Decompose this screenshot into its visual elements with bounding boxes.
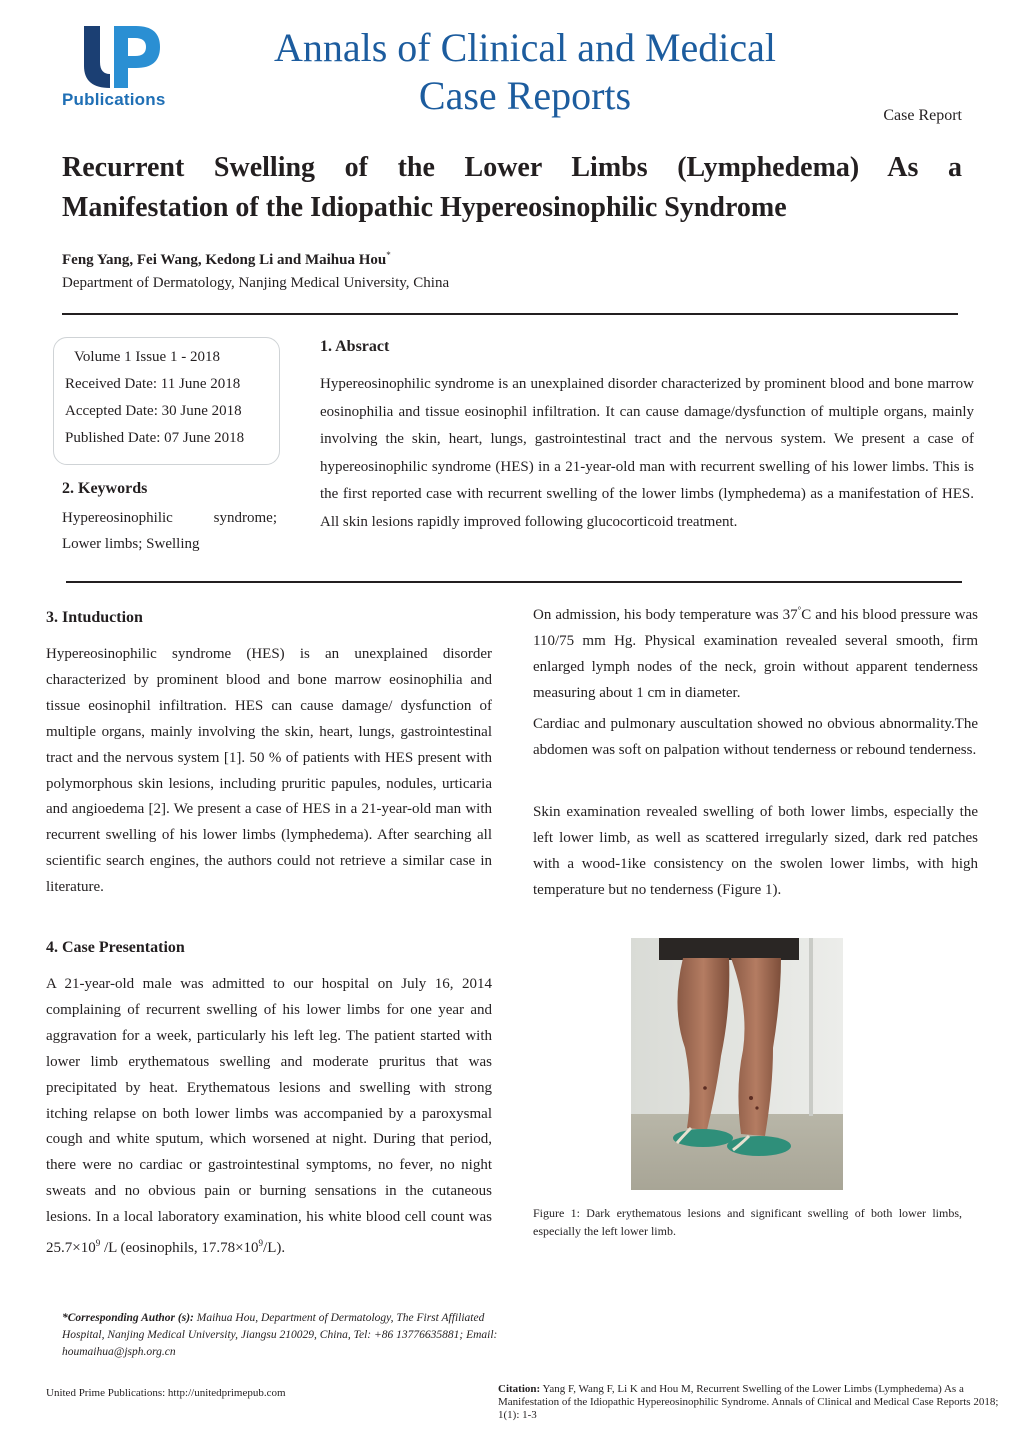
up-logo-icon (62, 22, 192, 92)
author-list: Feng Yang, Fei Wang, Kedong Li and Maihua Hou* (62, 250, 391, 268)
divider-abstract (66, 581, 962, 583)
case-heading: 4. Case Presentation (46, 939, 185, 956)
accepted-date: Accepted Date: 30 June 2018 (65, 403, 242, 419)
divider-top (62, 313, 958, 315)
volume-info: Volume 1 Issue 1 - 2018 (74, 349, 220, 365)
introduction-text: Hypereosinophilic syndrome (HES) is an unexplained disorder characterized by prominent blood and bone marrow eosinophilia and tissue eosinophil infiltration. HES can cause damage/ dysfunction of multiple organs, mainly involving the skin, heart, lungs, gastrointestinal tract and the nervous system [1]. 50 % of patients with HES present with polymorphous skin lesions, including pruritic papules, nodules, urticaria and angioedema [2]. We present a case of HES in a 21-year-old man with recurrent swelling of his lower limbs (lymphedema). After searching all scientific search engines, the authors could not retrieve a similar case in literature. (46, 646, 492, 896)
skin-exam-paragraph: Skin examination revealed swelling of both lower limbs, especially the left lower limb, as well as scattered irregularly sized, dark red patches with a wood-1ike consistency on the swolen lower limbs, with high temperature but no tenderness (Figure 1). (533, 804, 978, 898)
keywords-heading: 2. Keywords (62, 480, 148, 497)
abstract-text: Hypereosinophilic syndrome is an unexplained disorder characterized by prominent blood and bone marrow eosinophilia and tissue eosinophil infiltration. It can cause damage/dysfunction of multiple organs, mainly involving the skin, heart, lungs, gastrointestinal tract and the nervous system. We present a case of hypereosinophilic syndrome (HES) in a 21-year-old man with recurrent swelling of his lower limbs. This is the first reported case with recurrent swelling of the lower limbs (lymphedema) as a manifestation of HES. All skin lesions rapidly improved following glucocorticoid treatment. (320, 376, 974, 530)
admission-paragraph: On admission, his body temperature was 37°C and his blood pressure was 110/75 mm Hg. Physical examination revealed several smooth, firm enlarged lymph nodes of the neck, groin without apparent tenderness measuring about 1 cm in diameter. (533, 605, 978, 701)
received-date: Received Date: 11 June 2018 (65, 376, 241, 392)
article-type: Case Report (883, 107, 962, 124)
introduction-heading: 3. Intuduction (46, 609, 143, 626)
article-title: Recurrent Swelling of the Lower Limbs (Lymphedema) As a Manifestation of the Idiopathic Hypereosinophilic Syndrome (62, 152, 962, 223)
auscultation-paragraph: Cardiac and pulmonary auscultation showed no obvious abnormality.The abdomen was soft on palpation without tenderness or rebound tenderness. (533, 716, 978, 758)
publisher-footer: United Prime Publications: http://unitedprimepub.com (46, 1387, 286, 1399)
citation: Citation: Yang F, Wang F, Li K and Hou M, Recurrent Swelling of the Lower Limbs (Lymphedema) As a Manifestation of the Idiopathic Hypereosinophilic Syndrome. Annals of Clinical and Medical Case Reports 2018; 1(1): 1-3 (498, 1383, 999, 1422)
figure-1-image (631, 938, 843, 1190)
corresponding-mark: * (386, 250, 391, 260)
legs-photo-icon (631, 938, 843, 1190)
figure-1-caption: Figure 1: Dark erythematous lesions and significant swelling of both lower limbs, especially the left lower limb. (533, 1206, 962, 1238)
case-text: A 21-year-old male was admitted to our hospital on July 16, 2014 complaining of recurrent swelling of his lower limbs for one year and aggravation for a week, particularly his left leg. The patient started with lower limb erythematous swelling and moderate pruritus that was precipitated by heat. Erythematous lesions and swelling with strong itching relapse on both lower limbs was accompanied by a paroxysmal cough and white sputum, which worsened at night. During that period, there were no cardiac or gastrointestinal symptoms, no fever, no night sweats and no obvious pain or burning sensations in the cutaneous lesions. In a local laboratory examination, his white blood cell count was $25.7\times 10^9$ /L (eosinophils, $17.78\times 10^9/L$). (46, 976, 492, 1257)
keywords-text: Hypereosinophilic syndrome; Lower limbs; Swelling (62, 510, 277, 552)
corresponding-author-note: *Corresponding Author (s): Maihua Hou, Department of Dermatology, The First Affiliated Hospital, Nanjing Medical University, Jiangsu 210029, China, Tel: +86 13776635881; Email: houmaihua@jsph.org.cn (62, 1312, 498, 1358)
journal-title: Annals of Clinical and Medical Case Reports (273, 25, 777, 118)
article-info-box (53, 337, 280, 465)
published-date: Published Date: 07 June 2018 (65, 430, 245, 446)
affiliation: Department of Dermatology, Nanjing Medical University, China (62, 275, 450, 291)
publisher-name: Publications (62, 90, 166, 109)
abstract-heading: 1. Absract (320, 338, 390, 355)
